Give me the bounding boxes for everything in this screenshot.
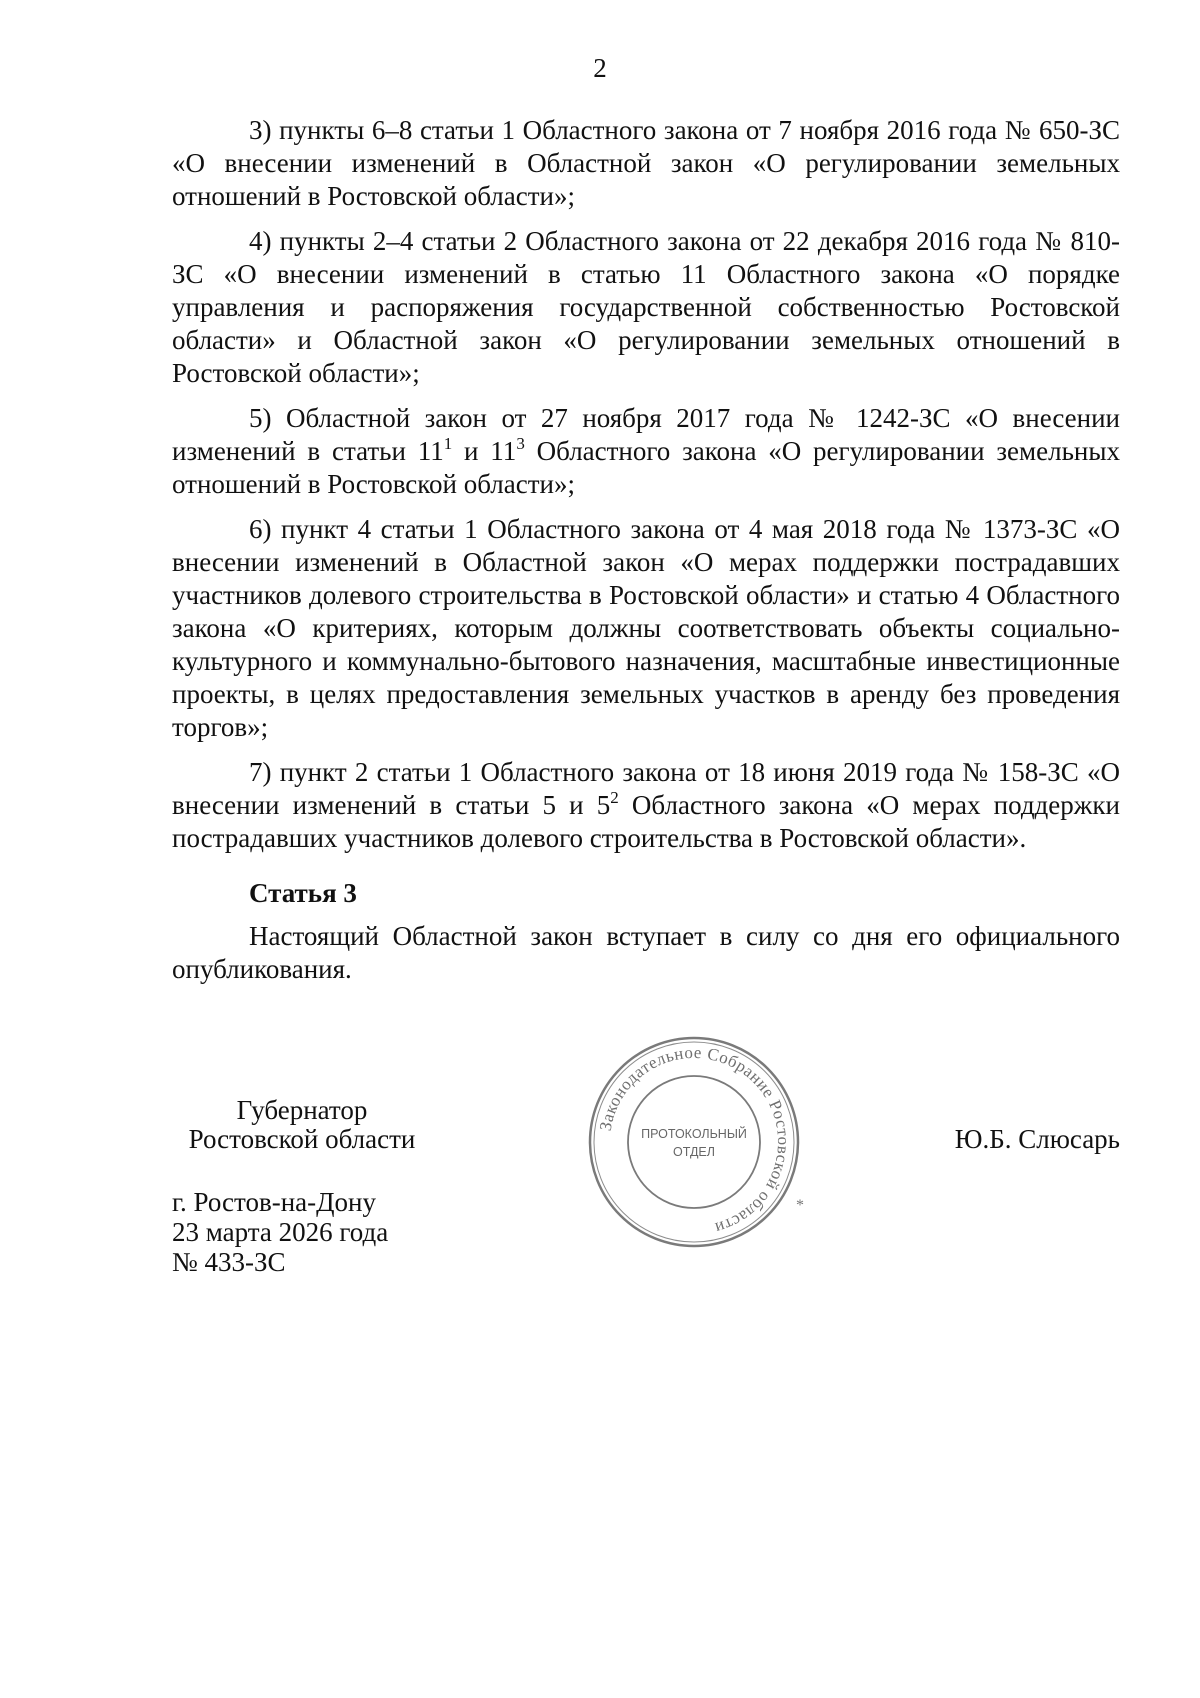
article-title: Статья 3 — [249, 878, 357, 908]
superscript: 3 — [516, 434, 525, 453]
list-item-3: 3) пункты 6–8 статьи 1 Областного закона от 7 ноября 2016 года № 650-ЗС «О внесении изменений в Областной закон «О регулировании земельных отношений в Ростовской области»; — [172, 115, 1120, 211]
city: г. Ростов-на-Дону — [172, 1187, 377, 1217]
list-item-4: 4) пункты 2–4 статьи 2 Областного закона от 22 декабря 2016 года № 810-ЗС «О внесении изменений в статью 11 Областного закона «О порядке управления и распоряжения государственной собственностью Ростовской области» и Областной закон «О регулировании земельных отношений в Ростовской области»; — [172, 226, 1120, 388]
place-date-block — [172, 1187, 388, 1277]
law-number: № 433-ЗС — [172, 1247, 286, 1277]
list-item-6: 6) пункт 4 статьи 1 Областного закона от 4 мая 2018 года № 1373-ЗС «О внесении изменений в Областной закон «О мерах поддержки пострадавших участников долевого строительства в Ростовской области» и статью 4 Областного закона «О критериях, которым должны соответствовать объекты социально-культурного и коммунально-бытового назначения, масштабные инвестиционные проекты, в целях предоставления земельных участков в аренду без проведения торгов»; — [172, 514, 1120, 742]
svg-text:*: * — [796, 1197, 804, 1214]
document-body — [172, 114, 1120, 986]
article-text: Настоящий Областной закон вступает в силу со дня его официального опубликования. — [172, 921, 1120, 984]
list-item-5: 5) Областной закон от 27 ноября 2017 года № 1242-ЗС «О внесении изменений в статьи $11^1$ и $11^3$ Областного закона «О регулировании земельных отношений в Ростовской области»; — [172, 403, 1120, 499]
seal-stamp-icon — [584, 1032, 804, 1252]
list-item-7: 7) пункт 2 статьи 1 Областного закона от 18 июня 2019 года № 158-ЗС «О внесении изменений в статьи 5 и $5^2$ Областного закона «О мерах поддержки пострадавших участников долевого строительства в Ростовской области». — [172, 757, 1120, 853]
seal-center-line-2: ОТДЕЛ — [673, 1145, 715, 1159]
page-number: 2 — [593, 53, 607, 83]
signatory-name: Ю.Б. Слюсарь — [954, 1124, 1120, 1154]
signatory-title: Губернатор Ростовской области — [188, 1095, 416, 1154]
date: 23 марта 2026 года — [172, 1217, 389, 1247]
superscript: 2 — [610, 788, 619, 807]
seal-ring-text: Законодательное Собрание Ростовской области — [595, 1042, 794, 1239]
superscript: 1 — [443, 434, 453, 453]
seal-center-line-1: ПРОТОКОЛЬНЫЙ — [641, 1127, 747, 1141]
